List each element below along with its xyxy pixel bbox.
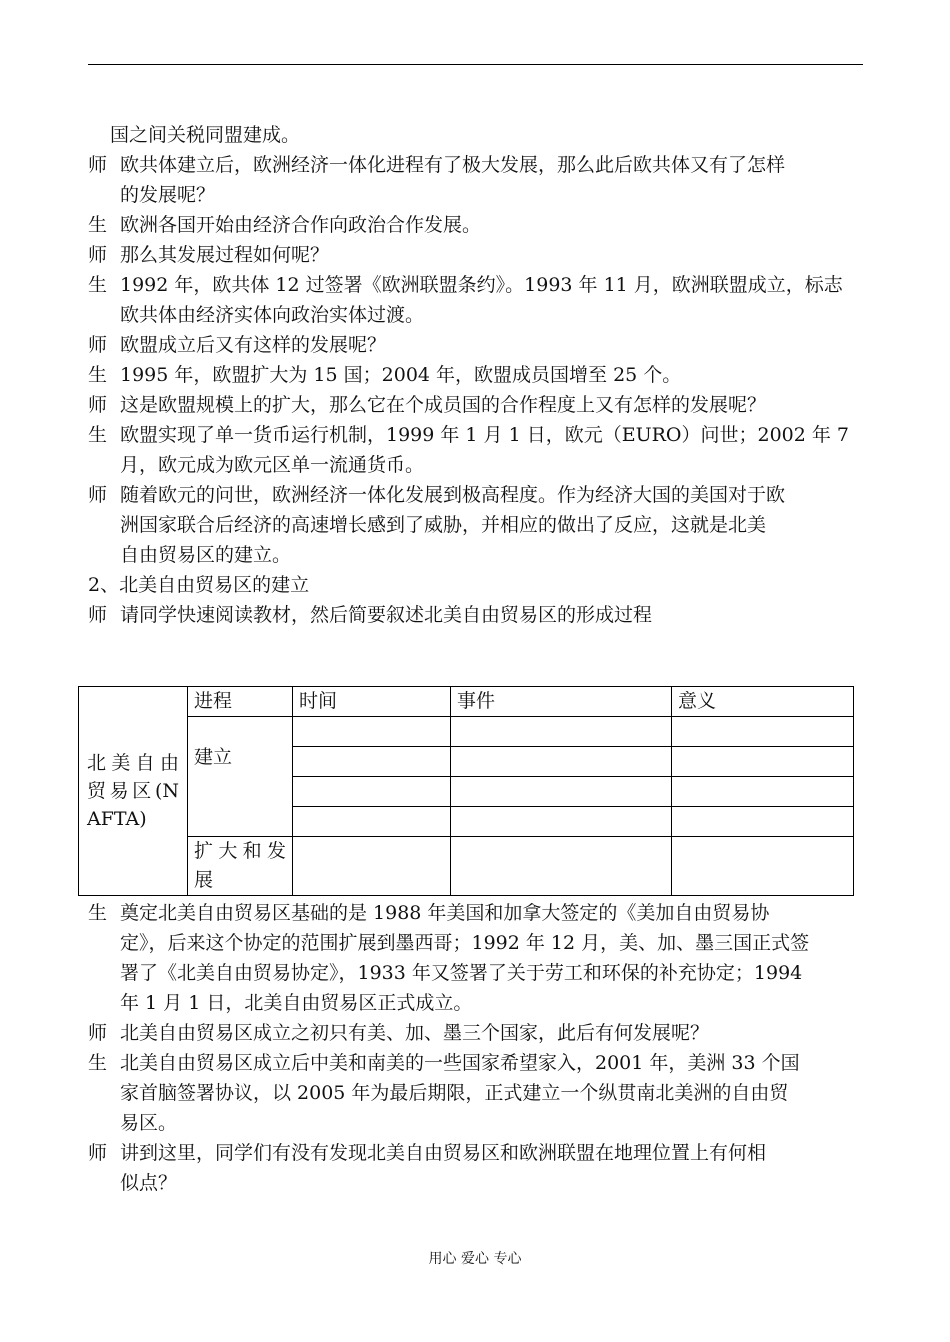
header-time: 时间 <box>293 687 451 717</box>
dialogue-block-2 <box>88 898 863 1198</box>
dialogue-block-1 <box>88 120 863 630</box>
paragraph <box>88 150 863 210</box>
paragraph <box>88 240 863 270</box>
paragraph <box>88 1018 863 1048</box>
table-cell <box>672 747 854 777</box>
paragraph <box>88 898 863 1018</box>
speaker-label: 生 <box>88 1052 108 1074</box>
table-cell <box>451 717 672 747</box>
speaker-label: 生 <box>88 364 108 386</box>
text-line: 欧共体建立后，欧洲经济一体化进程有了极大发展，那么此后欧共体又有了怎样 <box>120 154 786 176</box>
paragraph <box>88 360 863 390</box>
text-line: 这是欧盟规模上的扩大，那么它在个成员国的合作程度上又有怎样的发展呢？ <box>120 394 767 416</box>
paragraph <box>88 1048 863 1138</box>
text-line: 1992 年，欧共体 12 过签署《欧洲联盟条约》。1993 年 11 月，欧洲联盟成立，标志 <box>120 274 843 296</box>
speaker-label: 师 <box>88 334 108 356</box>
paragraph <box>88 330 863 360</box>
text-line: 洲国家联合后经济的高速增长感到了威胁，并相应的做出了反应，这就是北美 <box>120 514 767 536</box>
speaker-label: 生 <box>88 902 108 924</box>
speaker-label: 师 <box>88 244 108 266</box>
paragraph <box>88 570 863 600</box>
text-line: 奠定北美自由贸易区基础的是 1988 年美国和加拿大签定的《美加自由贸易协 <box>120 902 770 924</box>
table-cell <box>293 717 451 747</box>
speaker-label: 师 <box>88 1142 108 1164</box>
header-event: 事件 <box>451 687 672 717</box>
nafta-table <box>78 686 854 896</box>
speaker-label: 生 <box>88 274 108 296</box>
paragraph <box>88 390 863 420</box>
text-line: 请同学快速阅读教材，然后简要叙述北美自由贸易区的形成过程 <box>120 604 653 626</box>
speaker-label: 生 <box>88 214 108 236</box>
paragraph <box>88 270 863 330</box>
text-line: 北美自由贸易区成立之初只有美、加、墨三个国家，此后有何发展呢？ <box>120 1022 710 1044</box>
table-cell <box>672 777 854 807</box>
speaker-label: 师 <box>88 394 108 416</box>
table-cell <box>672 717 854 747</box>
speaker-label: 师 <box>88 1022 108 1044</box>
text-line: 月，欧元成为欧元区单一流通货币。 <box>120 454 425 476</box>
table-cell <box>672 807 854 837</box>
paragraph <box>88 420 863 480</box>
paragraph <box>88 600 863 630</box>
table-cell <box>451 837 672 896</box>
text-line: 国之间关税同盟建成。 <box>110 124 301 146</box>
table-cell <box>451 807 672 837</box>
header-rule <box>88 64 863 65</box>
page-footer: 用心 爱心 专心 <box>428 1251 522 1267</box>
speaker-label: 师 <box>88 604 108 626</box>
table-cell <box>293 747 451 777</box>
text-line: 1995 年，欧盟扩大为 15 国；2004 年，欧盟成员国增至 25 个。 <box>120 364 682 386</box>
paragraph <box>88 1138 863 1198</box>
header-significance: 意义 <box>672 687 854 717</box>
text-line: 自由贸易区的建立。 <box>120 544 292 566</box>
text-line: 2、北美自由贸易区的建立 <box>88 574 310 596</box>
speaker-label: 生 <box>88 424 108 446</box>
text-line: 年 1 月 1 日，北美自由贸易区正式成立。 <box>120 992 473 1014</box>
text-line: 署了《北美自由贸易协定》，1933 年又签署了关于劳工和环保的补充协定；1994 <box>120 962 803 984</box>
table-cell <box>293 807 451 837</box>
speaker-label: 师 <box>88 154 108 176</box>
text-line: 北美自由贸易区成立后中美和南美的一些国家希望家入，2001 年，美洲 33 个国 <box>120 1052 800 1074</box>
row-label: 北美自由贸易区(NAFTA) <box>79 687 188 896</box>
table-cell <box>451 747 672 777</box>
text-line: 欧盟成立后又有这样的发展呢？ <box>120 334 387 356</box>
paragraph <box>88 210 863 240</box>
table-cell <box>672 837 854 896</box>
text-line: 那么其发展过程如何呢？ <box>120 244 330 266</box>
text-line: 随着欧元的问世，欧洲经济一体化发展到极高程度。作为经济大国的美国对于欧 <box>120 484 786 506</box>
table-cell <box>293 777 451 807</box>
text-line: 欧盟实现了单一货币运行机制，1999 年 1 月 1 日，欧元（EURO）问世；2002 年 7 <box>120 424 850 446</box>
speaker-label: 师 <box>88 484 108 506</box>
text-line: 的发展呢？ <box>120 184 216 206</box>
stage-expand: 扩大和发展 <box>188 837 293 896</box>
text-line: 易区。 <box>120 1112 178 1134</box>
text-line: 讲到这里，同学们有没有发现北美自由贸易区和欧洲联盟在地理位置上有何相 <box>120 1142 767 1164</box>
table-cell <box>293 837 451 896</box>
header-process: 进程 <box>188 687 293 717</box>
text-line: 欧洲各国开始由经济合作向政治合作发展。 <box>120 214 482 236</box>
paragraph <box>88 480 863 570</box>
stage-establish: 建立 <box>188 717 293 837</box>
text-line: 似点？ <box>120 1172 178 1194</box>
paragraph <box>88 120 863 150</box>
table-cell <box>451 777 672 807</box>
text-line: 定》，后来这个协定的范围扩展到墨西哥；1992 年 12 月，美、加、墨三国正式签 <box>120 932 810 954</box>
text-line: 家首脑签署协议，以 2005 年为最后期限，正式建立一个纵贯南北美洲的自由贸 <box>120 1082 789 1104</box>
text-line: 欧共体由经济实体向政治实体过渡。 <box>120 304 425 326</box>
